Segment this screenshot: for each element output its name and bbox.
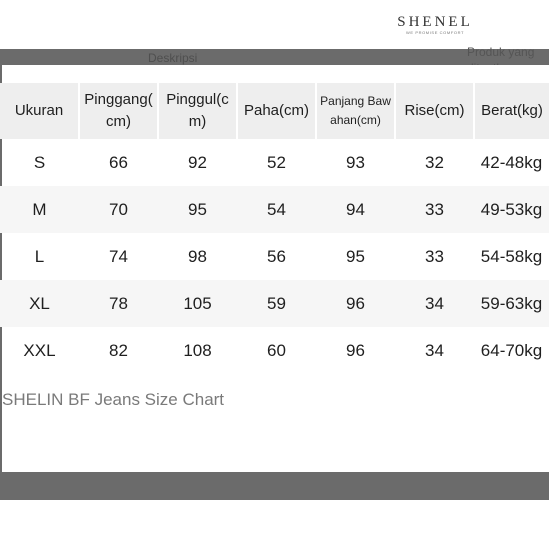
cell-rise: 32 [425,152,444,172]
cell-pinggul: 92 [188,152,207,172]
table-header-row [0,83,549,139]
overlay-band-bottom [0,472,549,500]
linked-products-line1: Produk yang [467,45,535,59]
header-line: ahan(cm) [330,113,381,127]
header-pinggul [158,83,237,139]
header-pinggang [79,83,158,139]
cell-paha: 59 [267,293,286,313]
header-line: cm) [106,113,131,130]
cell-panjang-bawahan: 96 [346,293,365,313]
cell-rise: 33 [425,246,444,266]
cell-pinggul: 98 [188,246,207,266]
cell-panjang-bawahan: 94 [346,199,365,219]
brand-logo [380,14,490,35]
cell-rise: 34 [425,293,444,313]
cell-paha: 54 [267,199,286,219]
cell-pinggul: 108 [183,340,212,360]
cell-pinggang: 66 [109,152,128,172]
cell-pinggang: 70 [109,199,128,219]
cell-panjang-bawahan: 93 [346,152,365,172]
cell-paha: 56 [267,246,286,266]
cell-rise: 34 [425,340,444,360]
cell-rise: 33 [425,199,444,219]
cell-berat: 54-58kg [480,246,543,266]
table-row [0,186,549,233]
header-rise: Rise(cm) [395,83,474,139]
cell-size: L [34,246,45,266]
cell-size: M [32,199,47,219]
header-line: Panjang Baw [320,94,391,108]
header-line: m) [188,113,207,130]
brand-name: SHENEL [397,14,473,30]
cell-berat: 49-53kg [480,199,543,219]
cell-pinggul: 105 [183,293,212,313]
table-row [0,280,549,327]
cell-paha: 52 [267,152,286,172]
table-row [0,327,549,374]
header-panjang-bawahan [316,83,395,139]
header-berat: Berat(kg) [481,102,543,119]
cell-berat: 59-63kg [480,293,543,313]
cell-berat: 42-48kg [480,152,543,172]
cell-panjang-bawahan: 96 [346,340,365,360]
cell-size: S [33,152,46,172]
cell-pinggang: 78 [109,293,128,313]
cell-pinggul: 95 [188,199,207,219]
header-line: Pinggul(c [166,91,229,108]
cell-paha: 60 [267,340,286,360]
brand-tagline: WE PROMISE COMFORT [405,30,465,35]
cell-panjang-bawahan: 95 [346,246,365,266]
cell-size: XL [29,293,50,313]
header-ukuran: Ukuran [0,83,79,139]
cell-pinggang: 74 [109,246,128,266]
tab-deskripsi[interactable]: Deskripsi [148,51,198,65]
header-paha: Paha(cm) [237,83,316,139]
size-chart-caption: SHELIN BF Jeans Size Chart [2,390,225,409]
cell-berat: 64-70kg [480,340,543,360]
header-line: Pinggang( [84,91,153,108]
size-chart-table [0,83,549,374]
cell-pinggang: 82 [109,340,128,360]
cell-size: XXL [23,340,56,360]
table-row [0,233,549,280]
table-row [0,139,549,186]
